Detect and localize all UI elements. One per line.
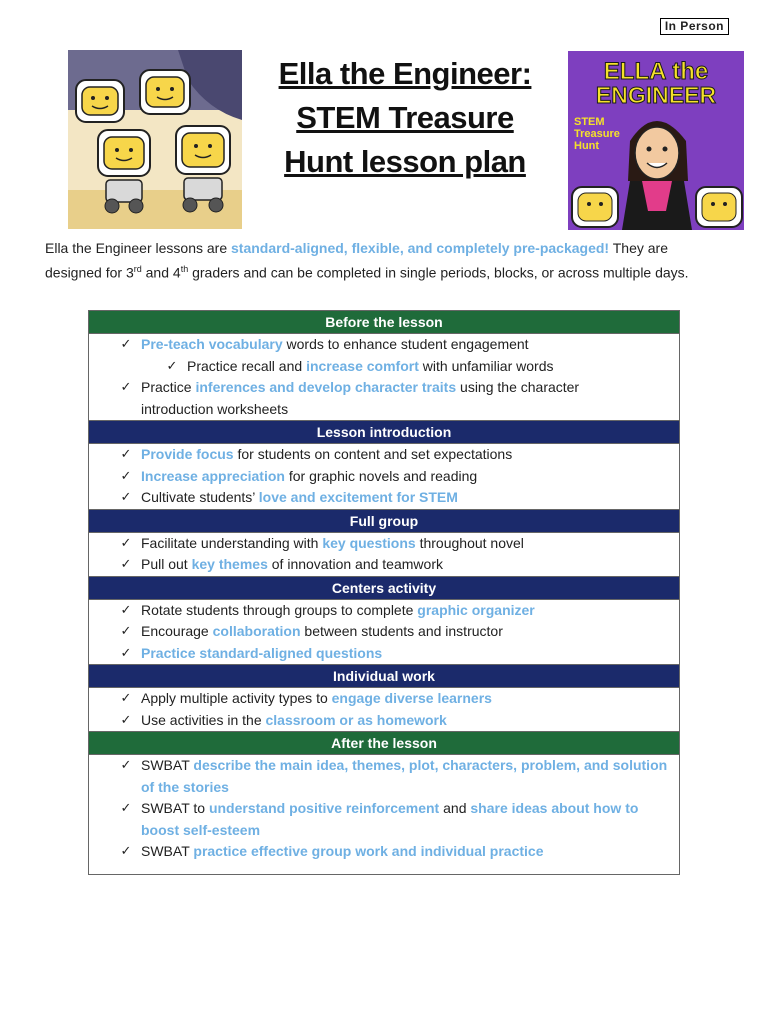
check-icon: ✓ [120,337,132,352]
check-icon: ✓ [120,645,132,661]
list-item [89,798,679,841]
section-header-after: After the lesson [89,731,679,755]
item-text: Facilitate understanding with [141,534,323,551]
check-icon: ✓ [120,624,132,639]
list-item [89,466,679,488]
item-highlight: graphic organizer [417,601,535,618]
section-header-full-group: Full group [89,509,679,533]
intro-highlight: standard-aligned, flexible, and completely pre-packaged! [231,240,610,256]
superscript: th [180,264,189,274]
item-text: between students and instructor [300,623,503,639]
list-item [89,755,679,798]
list-item [89,377,679,420]
check-icon: ✓ [120,844,132,859]
item-highlight: practice effective group work and individual practice [193,843,544,859]
check-icon: ✓ [120,602,132,618]
item-highlight: key questions [322,534,416,551]
check-icon: ✓ [120,801,132,816]
list-item [89,533,679,555]
item-highlight: inferences and develop character traits [195,379,457,395]
check-icon: ✓ [120,380,132,395]
intro-paragraph [45,238,715,284]
check-icon: ✓ [120,758,132,773]
title-line: Ella the Engineer: [278,56,532,91]
list-item [89,487,679,509]
item-highlight: engage diverse learners [331,690,492,706]
item-text: Apply multiple activity types to [141,690,332,706]
cover-robot-right [696,187,742,227]
robot-1 [76,80,124,122]
section-list-centers [89,600,679,665]
list-item [89,554,679,576]
item-highlight: understand positive reinforcement [208,800,440,816]
item-highlight: Practice standard-aligned questions [141,644,383,661]
item-text: SWBAT to [141,800,209,816]
check-icon: ✓ [166,358,178,374]
item-text: Use activities in the [141,711,266,728]
title-line: Hunt lesson plan [284,144,526,179]
cover-title-line2: ENGINEER [595,82,717,108]
item-text: Pull out [141,556,192,572]
item-text: SWBAT [141,757,194,773]
title-line: STEM Treasure [296,100,514,135]
intro-text: They are designed for 3 [45,240,668,281]
list-item [89,643,679,665]
in-person-badge: In Person [660,18,729,35]
check-icon: ✓ [120,468,132,484]
item-highlight: collaboration [212,623,301,639]
section-header-before: Before the lesson [89,311,679,334]
check-icon: ✓ [120,712,132,728]
intro-text: Ella the Engineer lessons are [45,240,231,256]
item-highlight: increase comfort [306,357,419,374]
intro-text: and 4 [141,264,181,281]
item-text: of innovation and teamwork [267,556,443,572]
section-list-individual [89,688,679,731]
list-item [89,444,679,466]
item-text: with unfamiliar words [418,357,554,374]
cover-subtitle-line2: Treasure [574,128,620,140]
item-highlight: key themes [191,556,268,572]
cover-subtitle-line3: Hunt [574,140,600,152]
cover-title-line1: ELLA the [603,58,709,85]
cover-subtitle-line1: STEM [574,116,605,128]
item-text: Rotate students through groups to complete [141,601,418,618]
robot-2 [140,70,190,114]
list-item [89,334,679,356]
item-text: for graphic novels and reading [284,467,478,484]
book-cover-illustration [568,51,744,230]
check-icon: ✓ [120,691,132,706]
section-header-introduction: Lesson introduction [89,420,679,444]
item-highlight: Pre-teach vocabulary [141,336,283,352]
list-item [89,710,679,732]
item-highlight: describe the main idea, themes, plot, characters, problem, and solution of the stories [141,757,668,795]
list-item [89,600,679,622]
list-item [89,688,679,710]
item-text: SWBAT [141,843,194,859]
section-list-after [89,755,679,863]
item-highlight: Provide focus [141,446,234,462]
item-text: Encourage [141,623,213,639]
check-icon: ✓ [120,447,132,462]
section-list-before [89,334,679,420]
item-text: and [439,800,471,816]
item-text: Cultivate students’ [141,489,259,505]
section-list-introduction [89,444,679,509]
item-highlight: love and excitement for STEM [258,489,458,505]
check-icon: ✓ [120,490,132,505]
section-header-individual: Individual work [89,664,679,688]
item-highlight: share ideas about how to boost self-esteem [141,800,639,838]
item-highlight: Increase appreciation [141,467,285,484]
item-text: for students on content and set expectations [233,446,513,462]
item-highlight: classroom or as homework [265,711,447,728]
page-title [262,52,548,184]
superscript: rd [133,264,142,274]
item-text: throughout novel [415,534,524,551]
check-icon: ✓ [120,535,132,551]
item-text: using the character introduction worksheets [141,379,580,417]
lesson-plan-table [88,310,680,875]
item-text: Practice recall and [187,357,307,374]
check-icon: ✓ [120,557,132,572]
list-item [89,621,679,643]
section-header-centers: Centers activity [89,576,679,600]
item-text: Practice [141,379,196,395]
list-item [89,356,679,378]
list-item [89,841,679,863]
robots-illustration [68,50,242,229]
intro-text: graders and can be completed in single periods, blocks, or across multiple days. [188,264,689,281]
section-list-full-group [89,533,679,576]
cover-robot-left [572,187,618,227]
item-text: words to enhance student engagement [282,336,529,352]
